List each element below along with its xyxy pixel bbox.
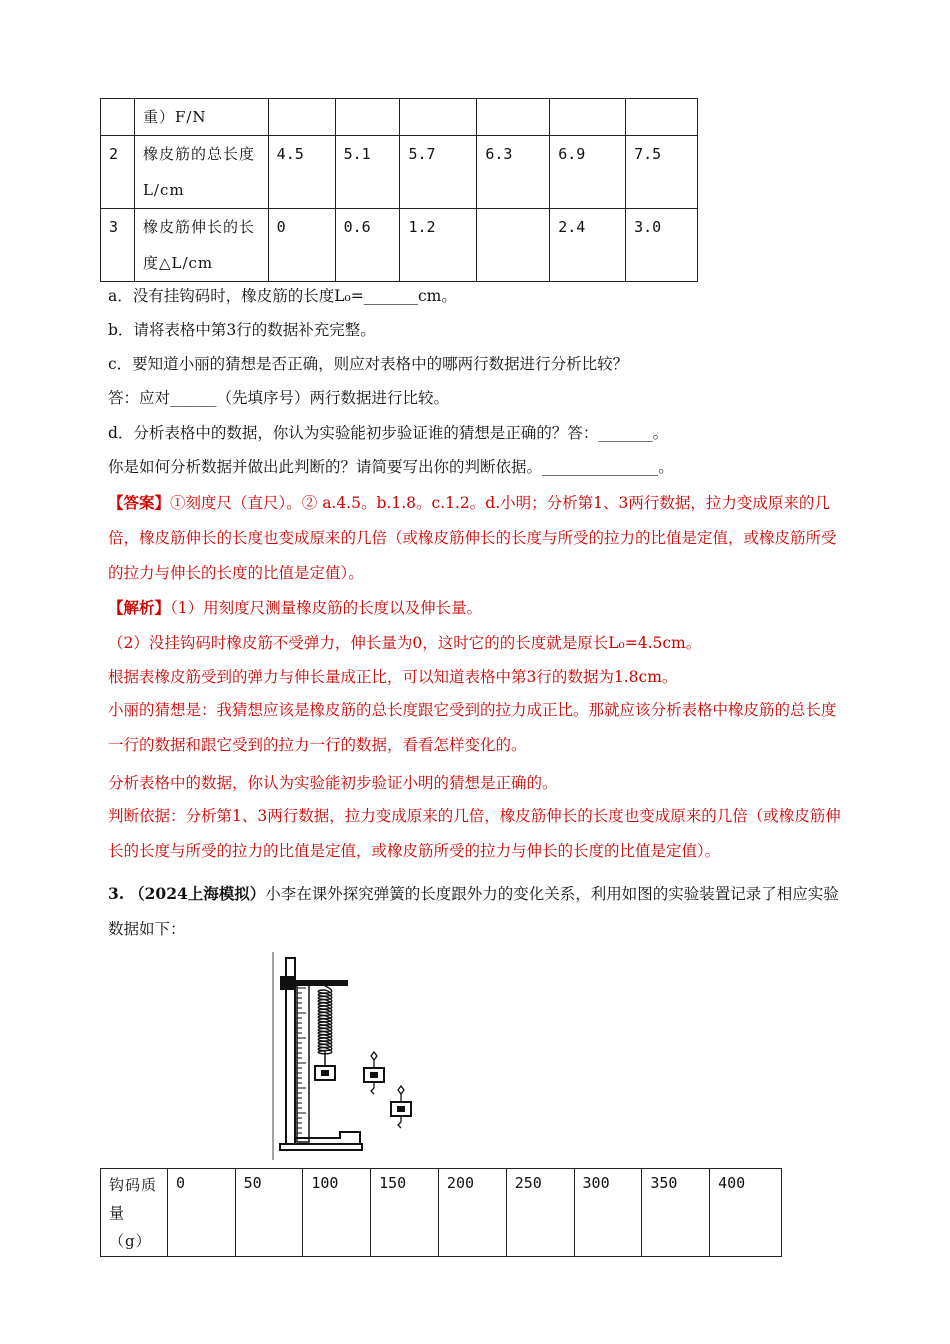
problem-number: 3. — [108, 884, 125, 903]
table-cell: 1.2 — [400, 209, 477, 282]
row-number: 3 — [101, 209, 135, 282]
table-cell: 4.5 — [268, 136, 335, 209]
row-label: 重）F/N — [134, 99, 268, 136]
spring-apparatus-figure — [270, 952, 430, 1160]
question-d-followup: 你是如何分析数据并做出此判断的？请简要写出你的判断依据。_______________。 — [108, 458, 674, 476]
table-cell — [335, 99, 400, 136]
table-cell: 200 — [438, 1169, 506, 1257]
row-label: 橡皮筋的总长度L/cm — [134, 136, 268, 209]
question-a: a．没有挂钩码时，橡皮筋的长度L₀=_______cm。 — [108, 287, 457, 305]
answer-block — [108, 485, 843, 591]
table-cell: 300 — [574, 1169, 642, 1257]
table-cell: 6.3 — [477, 136, 550, 209]
problem-3 — [108, 876, 843, 947]
table-cell: 50 — [235, 1169, 303, 1257]
answer-text: ①刻度尺（直尺）。② a.4.5。b.1.8。c.1.2。d.小明；分析第1、3两行数据，拉力变成原来的几倍，橡皮筋伸长的长度也变成原来的几倍（或橡皮筋伸长的长度与所受的拉力的比值是定值，或橡皮筋所受的拉力与伸长的长度的比值是定值）。 — [108, 494, 837, 582]
clamp-block — [280, 976, 294, 990]
question-d: d．分析表格中的数据，你认为实验能初步验证谁的猜想是正确的？答：_______。 — [108, 424, 669, 442]
question-b: b．请将表格中第3行的数据补充完整。 — [108, 321, 376, 339]
table-cell: 0.6 — [335, 209, 400, 282]
answer-tag: 【答案】 — [108, 493, 171, 512]
problem-source: （2024上海模拟） — [129, 884, 266, 903]
analysis-line-4: 小丽的猜想是：我猜想应该是橡皮筋的总长度跟它受到的拉力成正比。那就应该分析表格中橡皮筋的总长度一行的数据和跟它受到的拉力一行的数据，看看怎样变化的。 — [108, 701, 837, 754]
table-cell — [626, 99, 698, 136]
table-cell — [550, 99, 626, 136]
rubber-band-table — [100, 98, 698, 282]
problem-text: 小李在课外探究弹簧的长度跟外力的变化关系，利用如图的实验装置记录了相应实验数据如下： — [108, 885, 839, 938]
analysis-line-1 — [108, 598, 482, 618]
row-label: 橡皮筋伸长的长度△L/cm — [134, 209, 268, 282]
table-cell: 6.9 — [550, 136, 626, 209]
analysis-text: （1）用刻度尺测量橡皮筋的长度以及伸长量。 — [170, 599, 483, 617]
table-cell: 250 — [506, 1169, 574, 1257]
table-cell — [477, 209, 550, 282]
analysis-line-2: （2）没挂钩码时橡皮筋不受弹力，伸长量为0，这时它的的长度就是原长L₀=4.5cm。 — [108, 634, 702, 652]
table-cell: 100 — [303, 1169, 371, 1257]
table-cell — [477, 99, 550, 136]
table-cell: 350 — [642, 1169, 710, 1257]
table-cell: 5.1 — [335, 136, 400, 209]
table-cell — [268, 99, 335, 136]
table-cell: 150 — [371, 1169, 439, 1257]
table-cell: 2.4 — [550, 209, 626, 282]
table-cell: 7.5 — [626, 136, 698, 209]
table-cell — [400, 99, 477, 136]
table-cell: 5.7 — [400, 136, 477, 209]
analysis-line-6: 判断依据：分析第1、3两行数据，拉力变成原来的几倍，橡皮筋伸长的长度也变成原来的几倍（或橡皮筋伸长的长度与所受的拉力的比值是定值，或橡皮筋所受的拉力与伸长的长度的比值是定值）。 — [108, 807, 841, 860]
table-cell: 0 — [167, 1169, 235, 1257]
table-row — [101, 99, 698, 136]
row-number: 2 — [101, 136, 135, 209]
spring-data-table — [100, 1168, 782, 1257]
question-c-answer: 答：应对______（先填序号）两行数据进行比较。 — [108, 389, 450, 407]
base-plate — [280, 1144, 362, 1150]
table-cell: 3.0 — [626, 209, 698, 282]
analysis-tag: 【解析】 — [108, 598, 171, 617]
question-c: c．要知道小丽的猜想是否正确，则应对表格中的哪两行数据进行分析比较？ — [108, 355, 629, 373]
weight-core — [321, 1070, 329, 1076]
row-label: 钩码质量（g） — [101, 1169, 168, 1257]
row-number — [101, 99, 135, 136]
table-row — [101, 136, 698, 209]
analysis-line-3: 根据表橡皮筋受到的弹力与伸长量成正比，可以知道表格中第3行的数据为1.8cm。 — [108, 668, 678, 686]
table-cell: 400 — [710, 1169, 782, 1257]
table-row — [101, 1169, 782, 1257]
table-cell: 0 — [268, 209, 335, 282]
analysis-line-5: 分析表格中的数据，你认为实验能初步验证小明的猜想是正确的。 — [108, 774, 558, 792]
table-row — [101, 209, 698, 282]
